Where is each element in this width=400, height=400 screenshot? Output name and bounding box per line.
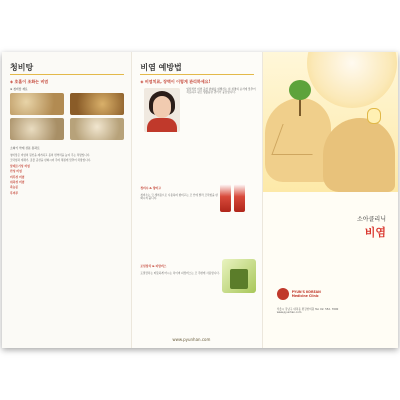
brochure xyxy=(2,52,398,348)
body-subtitle: 축농증 xyxy=(10,185,19,190)
address-line: 서울시 강남구 대치동 편강한의원 Tel. 02. 552. 7000 xyxy=(276,308,339,311)
product-pack-image xyxy=(222,259,256,293)
website-link[interactable]: www.pyunhan.com xyxy=(172,337,211,342)
body-subtitle: 후비루 xyxy=(10,190,19,195)
herb-photo xyxy=(70,118,124,140)
body-subtitle: 만성 비염 xyxy=(10,169,22,174)
panel-left xyxy=(2,52,132,348)
head-silhouette xyxy=(323,118,395,192)
logo-line2: Medicine Clinic xyxy=(291,294,319,298)
cover-illustration xyxy=(263,52,398,192)
herb-label: ※ 청비탕 재료 xyxy=(10,87,28,91)
tree-icon xyxy=(289,80,311,100)
product-title: 청비수 & 향비고 xyxy=(140,186,161,190)
cover-title: 비염 xyxy=(364,226,386,239)
doctor-photo xyxy=(144,88,180,132)
lightbulb-icon xyxy=(367,108,381,124)
body-paragraph: 코막힘과 재채기, 콧물 증상을 완화시켜 주며 체질에 맞추어 처방합니다. xyxy=(10,159,91,163)
product-title: 포밀랑차 & 파랑버스 xyxy=(140,264,167,268)
herb-photo xyxy=(70,93,124,115)
panel-left-subheading: ◈ 호흡이 조화는 비염 xyxy=(10,79,49,84)
body-paragraph: 청비탕은 비염의 원인을 제거하고 몸의 면역력을 높여 주는 처방입니다. xyxy=(10,154,91,157)
panel-middle xyxy=(132,52,262,348)
clinic-address xyxy=(277,308,393,315)
herb-photo xyxy=(10,93,64,115)
product-description: 포밀랑차는 따뜻하게 마시는 차이며 파랑버스는 코 주변에 사용합니다. xyxy=(140,272,220,275)
product-bottles-image xyxy=(220,184,245,212)
bottle-icon xyxy=(234,184,245,212)
logo-icon xyxy=(277,288,289,300)
product-description: 청비수는 코 세척용으로 사용하며 향비고는 코 안에 발라 코막힘을 완화시켜 줍니다. xyxy=(140,194,218,201)
herb-caption: 소화기 약재 성분 통과로 xyxy=(10,146,40,150)
herb-photo-grid xyxy=(10,93,124,140)
herb-photo xyxy=(10,118,64,140)
address-website[interactable]: www.pyunhan.com xyxy=(276,311,302,315)
body-subtitle: 알레르기성 비염 xyxy=(10,163,30,168)
panel-middle-heading: 비염 예방법 xyxy=(140,63,182,72)
panel-left-heading: 청비탕 xyxy=(10,63,34,72)
body-subtitle: 위축성 비염 xyxy=(10,180,25,185)
clinic-logo xyxy=(277,288,321,300)
panel-left-body xyxy=(10,154,124,197)
panel-cover xyxy=(263,52,398,348)
cover-subtitle: 소아클리닉 xyxy=(357,216,386,223)
logo-line1: PYUN'S KOREAN xyxy=(291,290,321,294)
panel-middle-subheading: ◈ 비염치료, 장벽이 이렇게 관리하세요! xyxy=(140,79,211,84)
sun-glow xyxy=(307,52,397,108)
body-subtitle: 비후성 비염 xyxy=(10,174,25,179)
panel-middle-description: 일상적인 비염 증상 완화를 위해서는 위 설명의 순서에 맞추어 치료하고 평소 생활습관 관리가 중요합니다. xyxy=(186,88,256,95)
bottle-icon xyxy=(220,184,231,212)
